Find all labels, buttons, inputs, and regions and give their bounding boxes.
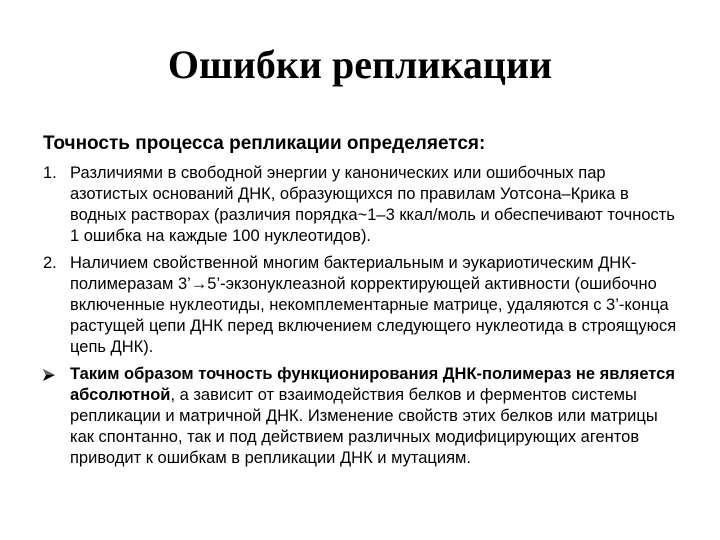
list-item-2: [43, 253, 683, 358]
list-item-conclusion: [43, 364, 683, 469]
conclusion-bold-text: Таким образом точность функционирования ДНК-полимераз не является абсолютной: [70, 365, 675, 404]
list-number-1: 1.: [43, 164, 57, 182]
slide-subtitle: Точность процесса репликации определяется:: [43, 133, 486, 154]
list-item-1-text: Различиями в свободной энергии у канонических или ошибочных пар азотистых оснований ДНК, образующихся по правилам Уотсона–Крика в водных растворах (различия порядка~1–3 ккал/моль и обеспечивают точность 1 ошибка на каждые 100 нуклеотидов).: [70, 164, 675, 245]
slide-title: Ошибки репликации: [167, 42, 553, 87]
list-number-2: 2.: [43, 254, 57, 272]
slide-content: [43, 132, 683, 475]
conclusion-text: , а зависит от взаимодействия белков и ферментов системы репликации и матричной ДНК. Изменение свойств этих белков или матрицы как спонтанно, так и под действием различных модифицирующих агентов приводит к ошибкам в репликации ДНК и мутациям.: [70, 386, 658, 467]
list-item-1: [43, 163, 683, 247]
arrowhead-bullet-icon: [43, 369, 55, 381]
list-item-2-text: Наличием свойственной многим бактериальным и эукариотическим ДНК-полимеразам 3’→5’-экзонуклеазной корректирующей активности (ошибочно включенные нуклеотиды, некомплементарные матрице, удаляются с 3’-конца растущей цепи ДНК перед включением следующего нуклеотида в строящуюся цепь ДНК).: [70, 254, 677, 356]
